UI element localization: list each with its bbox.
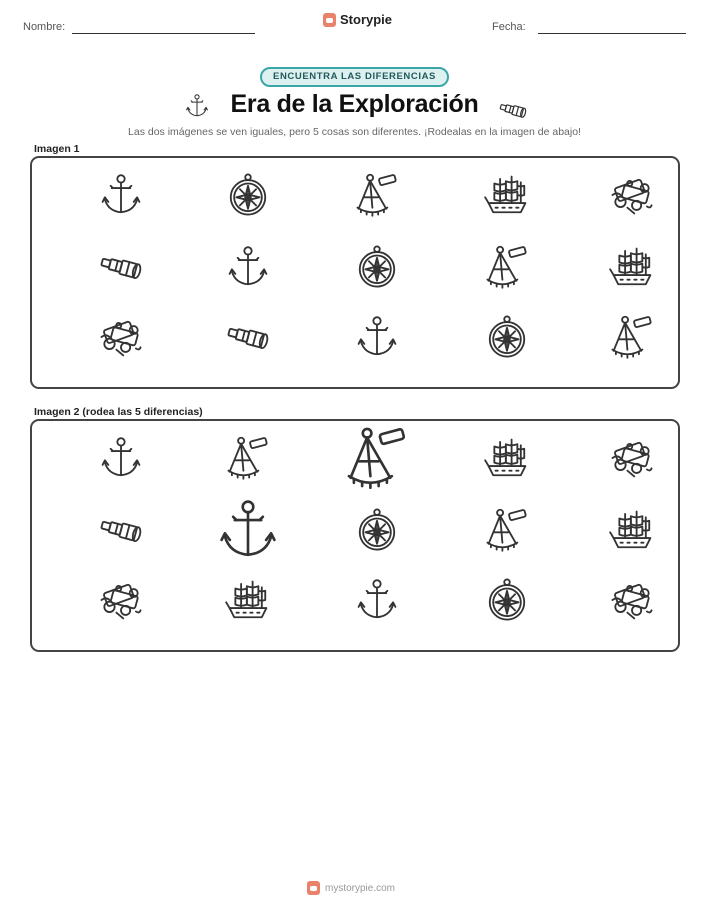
activity-badge: ENCUENTRA LAS DIFERENCIAS [260, 67, 449, 87]
compass-icon [354, 244, 400, 295]
ship-icon[interactable] [484, 435, 530, 486]
compass-icon[interactable] [484, 577, 530, 628]
storypie-footer-icon [307, 881, 320, 895]
ship-icon[interactable] [225, 577, 271, 628]
ship-icon [609, 244, 655, 295]
logo-text: Storypie [340, 12, 393, 27]
spyglass-icon [498, 95, 528, 130]
sextant-icon[interactable] [225, 435, 271, 486]
spyglass-icon [225, 314, 271, 365]
compass-icon[interactable] [354, 507, 400, 558]
anchor-icon [354, 314, 400, 365]
anchor-icon[interactable] [215, 497, 281, 568]
anchor-icon [98, 172, 144, 223]
footer-url[interactable]: mystorypie.com [325, 882, 396, 894]
storypie-logo-icon [323, 13, 336, 27]
compass-icon [484, 314, 530, 365]
date-label: Fecha: [492, 21, 526, 33]
anchor-icon[interactable] [98, 435, 144, 486]
image1-panel [30, 156, 680, 389]
ship-icon[interactable] [609, 507, 655, 558]
map-pile-icon[interactable] [609, 577, 655, 628]
footer [307, 881, 395, 895]
name-label: Nombre: [23, 21, 66, 33]
sextant-icon [609, 314, 655, 365]
sextant-icon[interactable] [344, 425, 410, 496]
spyglass-icon [98, 244, 144, 295]
map-pile-icon [609, 172, 655, 223]
instructions: Las dos imágenes se ven iguales, pero 5 cosas son diferentes. ¡Rodealas en la imagen de abajo! [128, 126, 581, 138]
image2-label: Imagen 2 (rodea las 5 diferencias) [34, 406, 203, 418]
storypie-logo [323, 12, 392, 27]
map-pile-icon[interactable] [609, 435, 655, 486]
image1-label: Imagen 1 [34, 143, 80, 155]
anchor-icon[interactable] [354, 577, 400, 628]
image2-panel[interactable] [30, 419, 680, 652]
sextant-icon [354, 172, 400, 223]
ship-icon [484, 172, 530, 223]
page-title: Era de la Exploración [230, 90, 479, 118]
map-pile-icon[interactable] [98, 577, 144, 628]
date-field-line[interactable] [538, 33, 686, 34]
sextant-icon[interactable] [484, 507, 530, 558]
sextant-icon [484, 244, 530, 295]
anchor-icon [225, 244, 271, 295]
compass-icon [225, 172, 271, 223]
spyglass-icon[interactable] [98, 507, 144, 558]
name-field-line[interactable] [72, 33, 255, 34]
map-pile-icon [98, 314, 144, 365]
